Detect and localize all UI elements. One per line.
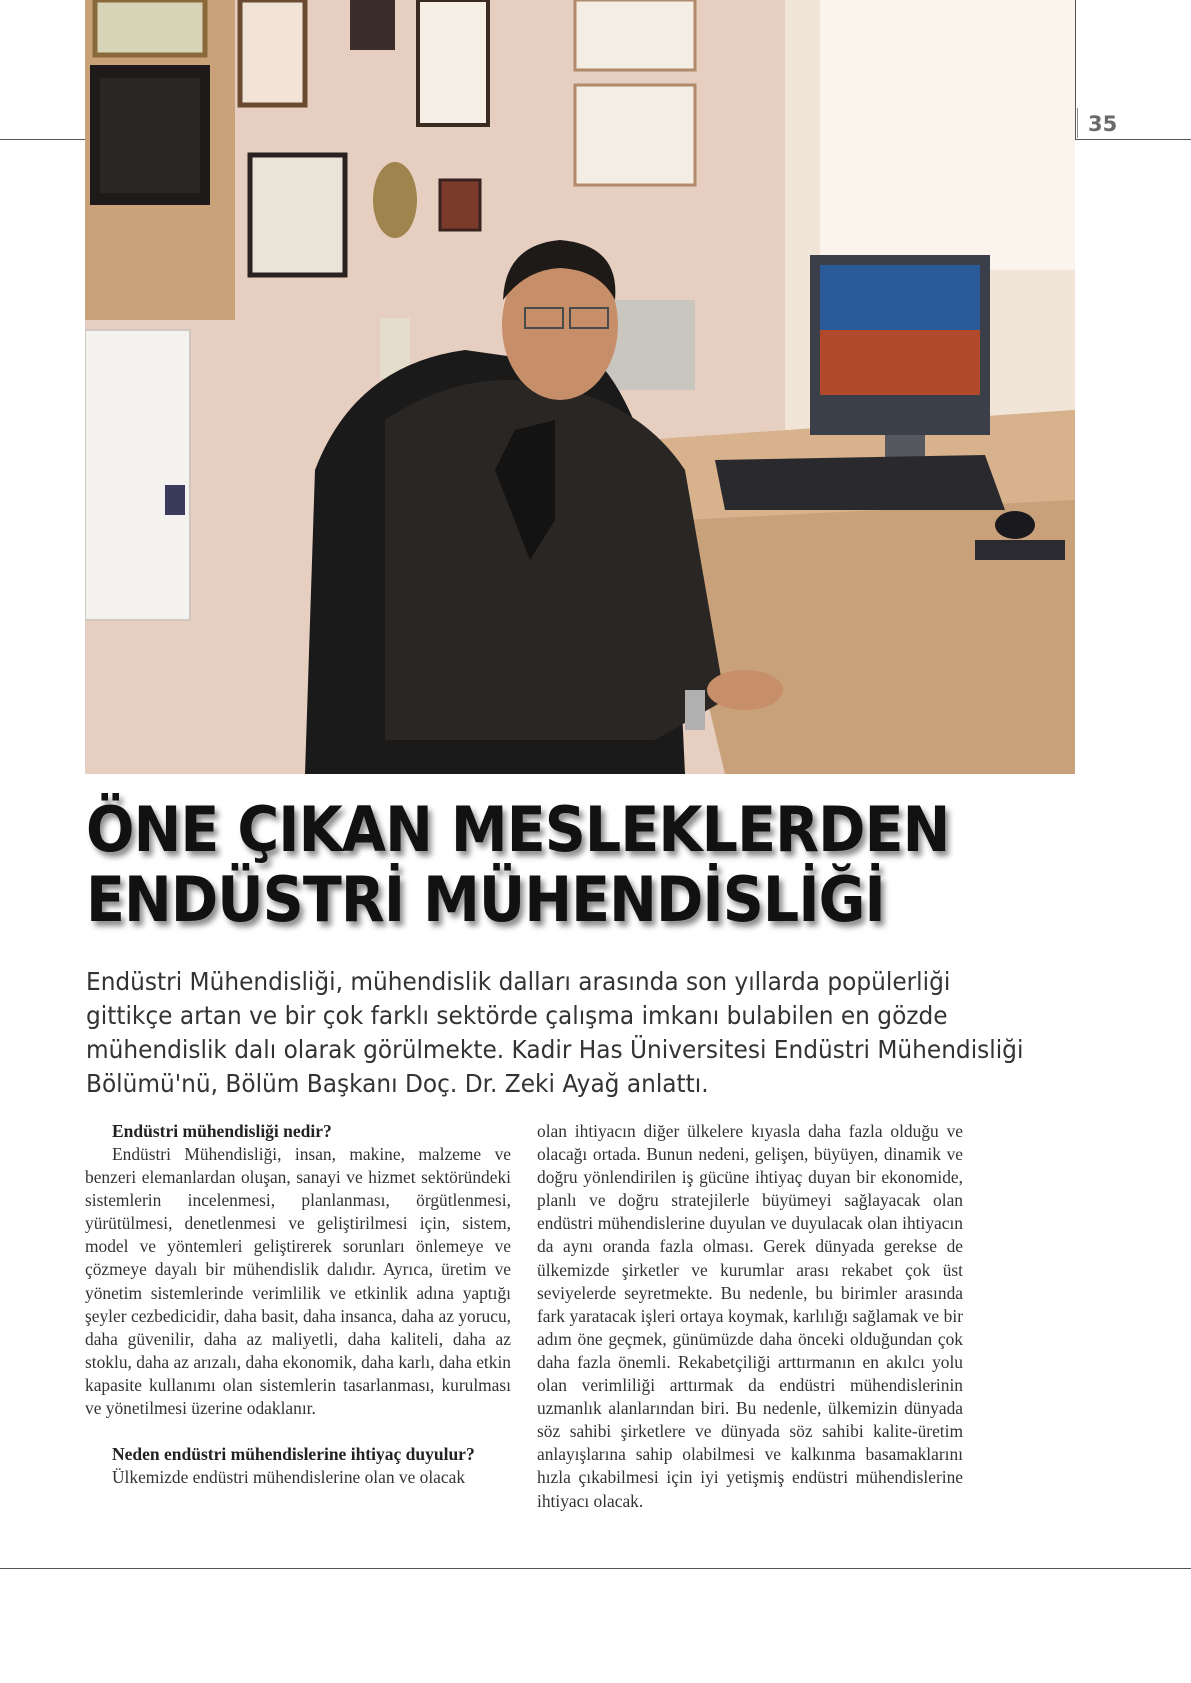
header-vertical-rule xyxy=(1075,0,1076,140)
top-rule-right xyxy=(1075,139,1191,140)
top-rule-left xyxy=(0,139,86,140)
answer-1-paragraph: Endüstri Mühendisliği, insan, makine, malzeme ve benzeri elemanlardan oluşan, sanayi ve hizmet sektöründeki sistemlerin incelenmesi, planlanması, örgütlenmesi, yürütülmesi, denetlenmesi ve geliştirilmesi için, sistem, model ve yöntemleri geliştirerek sorunları önlemeye ve çözmeye dayalı bir mühendislik dalıdır. Ayrıca, üretim ve yönetim sistemlerinde verimlilik ve etkinlik adına yaptığı şeyler cezbedicidir, daha basit, daha insanca, daha az yorucu, daha güvenilir, daha az maliyetli, daha kaliteli, daha az stoklu, daha az arızalı, daha ekonomik, daha karlı, daha etkin kapasite kullanımı olan sistemlerin tasarlanması, kurulması ve yönetilmesi üzerine odaklanır. xyxy=(85,1144,511,1419)
question-1-heading: Endüstri mühendisliği nedir? xyxy=(112,1121,332,1141)
article-column-left xyxy=(85,1120,511,1489)
headline xyxy=(86,795,1006,935)
headline-line-1: ÖNE ÇIKAN MESLEKLERDEN xyxy=(86,793,950,866)
bottom-rule xyxy=(0,1568,1191,1569)
intro-paragraph: Endüstri Mühendisliği, mühendislik dalları arasında son yıllarda popülerliği gittikçe artan ve bir çok farklı sektörde çalışma imkanı bulabilen en gözde mühendislik dalı olarak görülmekte. Kadir Has Üniversitesi Endüstri Mühendisliği Bölümü'nü, Bölüm Başkanı Doç. Dr. Zeki Ayağ anlattı. xyxy=(86,967,1024,1098)
header-separator xyxy=(1077,108,1078,138)
article-column-right xyxy=(537,1120,963,1513)
headline-line-2: ENDÜSTRİ MÜHENDİSLİĞİ xyxy=(86,863,885,936)
paragraph-spacer xyxy=(85,1420,511,1443)
answer-2-paragraph-continued: olan ihtiyacın diğer ülkelere kıyasla daha fazla olduğu ve olacağı ortada. Bunun nedeni, gelişen, büyüyen, dinamik ve doğru yönlendirilen iş gücüne ihtiyaç duyan bir ekonomide, planlı ve doğru stratejilerle büyümeyi sağlayacak olan endüstri mühendislerine duyulan ve duyulacak olan ihtiyacın da aynı oranda fazla olması. Gerek dünyada gerekse de ülkemizde şirketler ve kurumlar arası rekabet çok üst seviyelerde seyretmekte. Bu nedenle, bu birimler arasında fark yaratacak işleri ortaya koymak, karlılığı sağlamak ve bir adım öne geçmek, günümüzde daha önceki olduğundan çok daha fazla önemli. Rekabetçiliği arttırmanın en akılcı yolu olan verimliliği arttırmak da endüstri mühendislerinin uzmanlık alanlarından biri. Bu nedenle, ülkemizin dünyada söz sahibi şirketlere ve dünyada söz sahibi kalite-üretim anlayışlarına sahip olabilmesi ve kalkınma basamaklarını hızla çıkabilmesi için iyi yetişmiş endüstri mühendislerine ihtiyacı olacak. xyxy=(537,1121,963,1511)
answer-2-paragraph-start: Ülkemizde endüstri mühendislerine olan ve olacak xyxy=(112,1467,466,1488)
question-2-heading: Neden endüstri mühendislerine ihtiyaç duyulur? xyxy=(112,1444,475,1465)
office-portrait-photo xyxy=(85,0,1075,774)
interview-photo xyxy=(85,0,1075,774)
page-number: 35 xyxy=(1088,112,1118,136)
